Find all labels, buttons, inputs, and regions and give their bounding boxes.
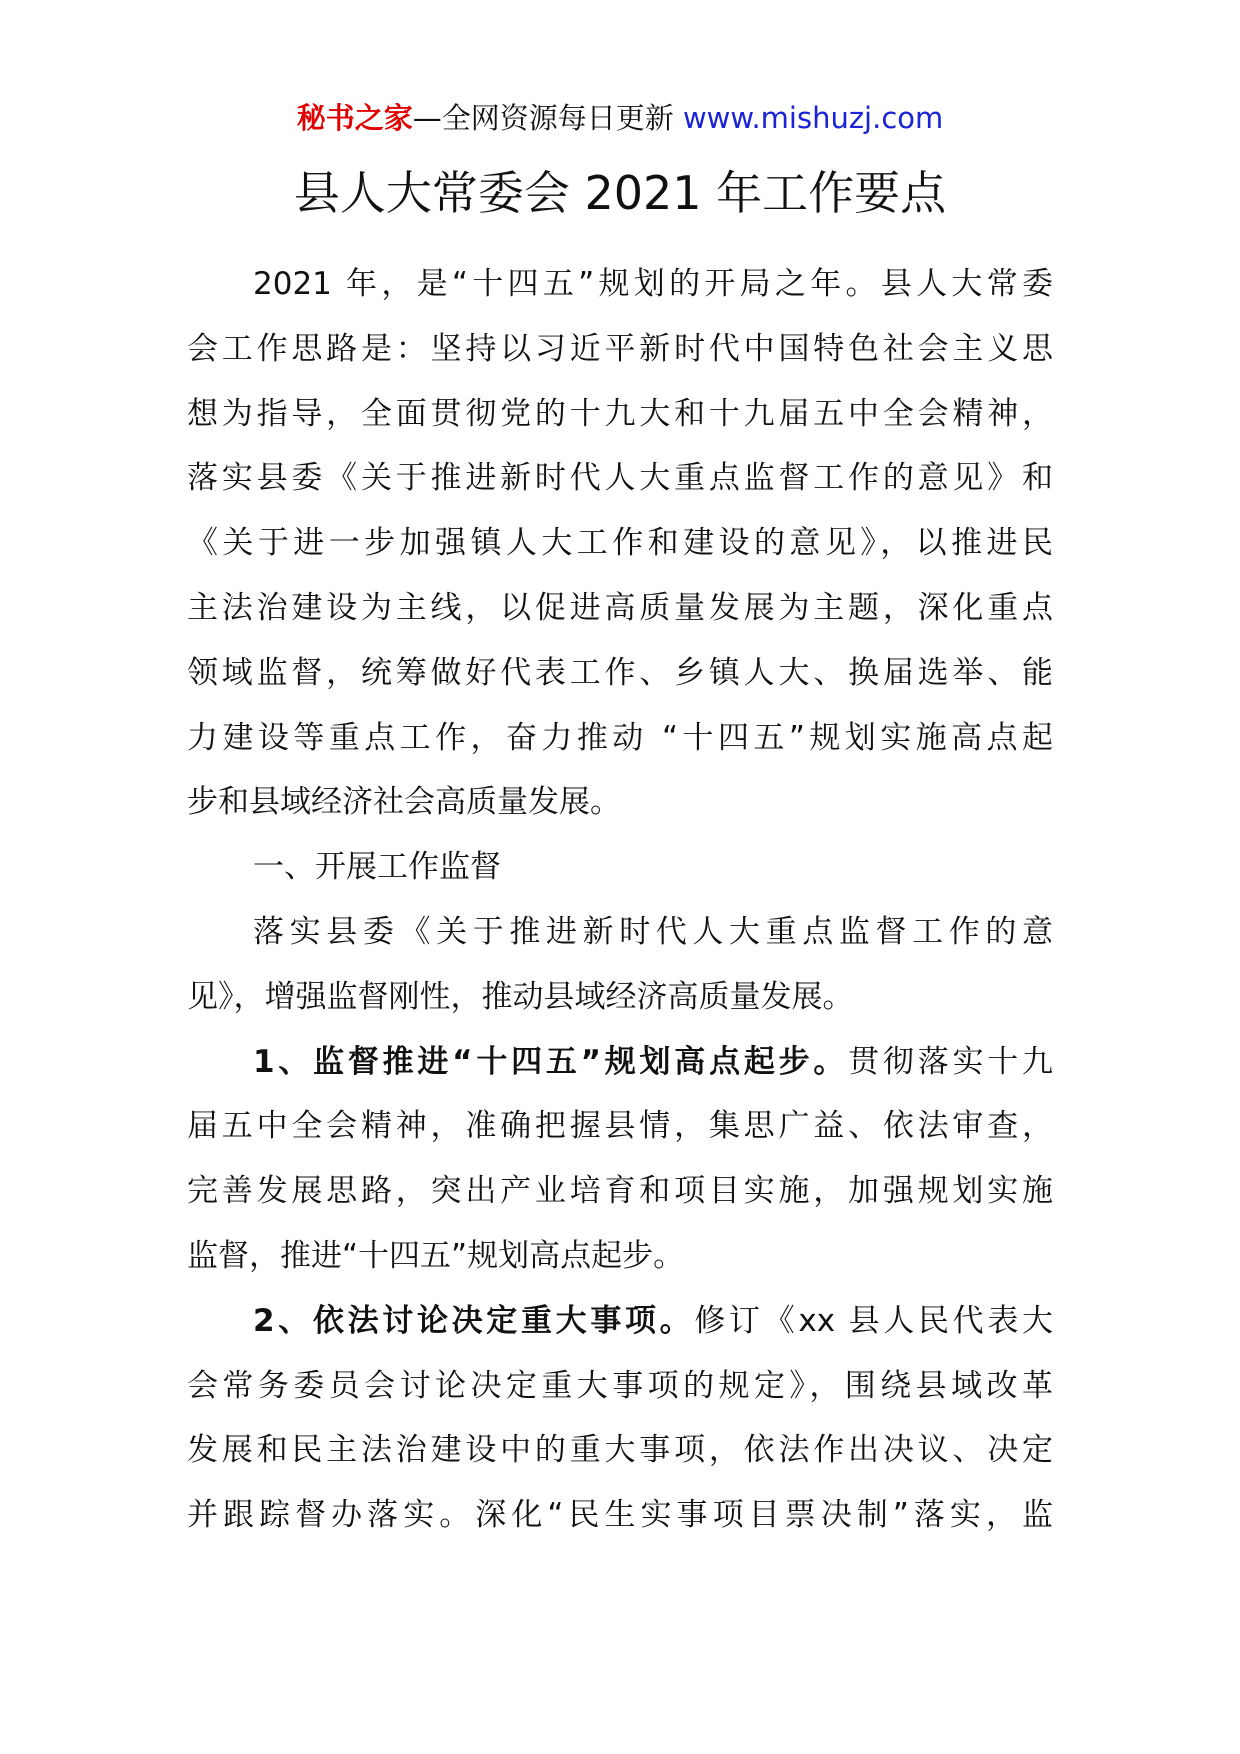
paragraph-line: 见》，增强监督刚性，推动县域经济高质量发展。 bbox=[187, 978, 854, 1015]
item-first-line bbox=[187, 1289, 1053, 1354]
paragraph-line: 完善发展思路，突出产业培育和项目实施，加强规划实施 bbox=[187, 1173, 1053, 1210]
site-header bbox=[0, 98, 1240, 138]
document-title: 县人大常委会 2021 年工作要点 bbox=[293, 166, 947, 220]
item-text: 修订《xx 县人民代表大 bbox=[694, 1302, 1053, 1339]
paragraph-line: 会常务委员会讨论决定重大事项的规定》，围绕县域改革 bbox=[187, 1367, 1053, 1404]
paragraph-line: 主法治建设为主线，以促进高质量发展为主题，深化重点 bbox=[187, 589, 1053, 626]
paragraph-line: 2021 年，是“十四五”规划的开局之年。县人大常委 bbox=[253, 266, 1053, 302]
paragraph-line: 会工作思路是：坚持以习近平新时代中国特色社会主义思 bbox=[187, 330, 1053, 367]
paragraph-line: 届五中全会精神，准确把握县情，集思广益、依法审查， bbox=[187, 1108, 1053, 1145]
paragraph-line: 想为指导，全面贯彻党的十九大和十九届五中全会精神， bbox=[187, 395, 1053, 432]
paragraph-line: 发展和民主法治建设中的重大事项，依法作出决议、决定 bbox=[187, 1432, 1053, 1469]
site-url-link[interactable]: www.mishuzj.com bbox=[682, 101, 944, 135]
paragraph-line: 落实县委《关于推进新时代人大重点监督工作的意见》和 bbox=[187, 460, 1053, 497]
section-heading: 一、开展工作监督 bbox=[253, 849, 501, 886]
item-first-line bbox=[187, 1030, 1053, 1095]
brand-name: 秘书之家 bbox=[296, 101, 413, 135]
document-body bbox=[187, 252, 1053, 1548]
item-text: 贯彻落实十九 bbox=[848, 1043, 1053, 1080]
paragraph-line: 《关于进一步加强镇人大工作和建设的意见》，以推进民 bbox=[187, 525, 1053, 562]
item-heading: 2、依法讨论决定重大事项。 bbox=[253, 1302, 695, 1339]
paragraph-line: 领域监督，统筹做好代表工作、乡镇人大、换届选举、能 bbox=[187, 654, 1053, 691]
paragraph-line: 并跟踪督办落实。深化“民生实事项目票决制”落实，监 bbox=[187, 1497, 1053, 1534]
paragraph-line: 力建设等重点工作，奋力推动 “十四五”规划实施高点起 bbox=[187, 719, 1053, 756]
item-heading: 1、监督推进“十四五”规划高点起步。 bbox=[253, 1043, 849, 1080]
paragraph-line: 步和县域经济社会高质量发展。 bbox=[187, 784, 621, 821]
header-slogan: —全网资源每日更新 bbox=[412, 101, 674, 135]
paragraph-line: 落实县委《关于推进新时代人大重点监督工作的意 bbox=[253, 913, 1053, 950]
paragraph-line: 监督，推进“十四五”规划高点起步。 bbox=[187, 1237, 685, 1274]
